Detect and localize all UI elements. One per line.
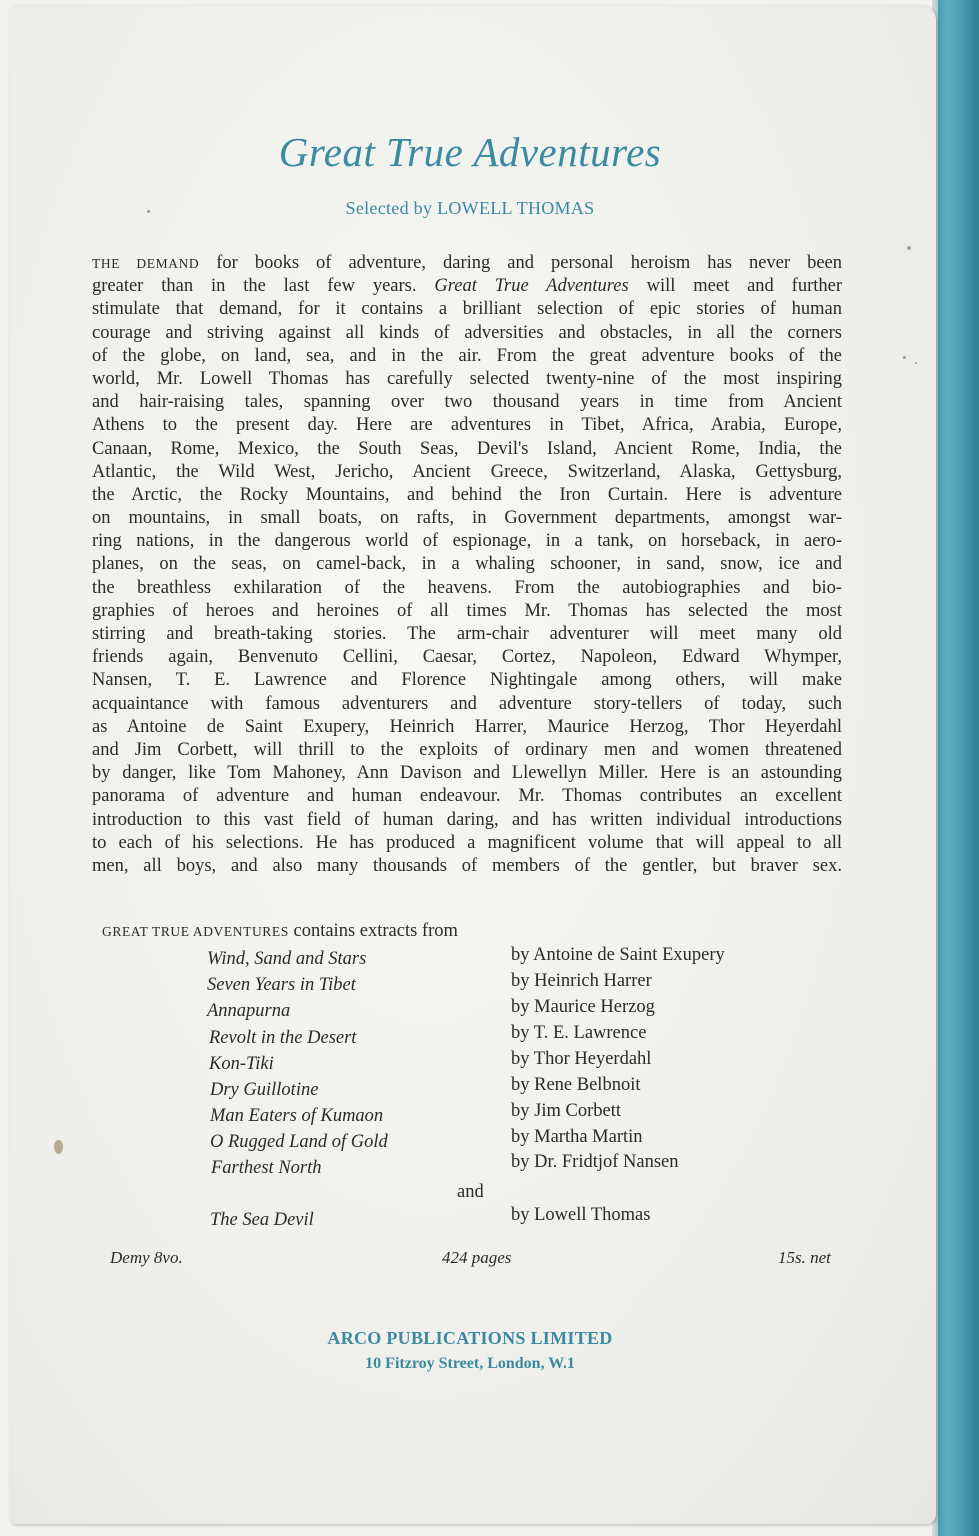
paper-speck [915,362,917,364]
book-list-title: Wind, Sand and Stars [207,949,367,969]
blurb-line: acquaintance with famous adventurers and adventure story-tellers of today, such [92,693,842,714]
blurb-line: stimulate that demand, for it contains a brilliant selection of epic stories of human [92,299,842,320]
book-list-author: by T. E. Lawrence [511,1023,647,1043]
blurb-line: friends again, Benvenuto Cellini, Caesar, Cortez, Napoleon, Edward Whymper, [92,647,842,668]
book-list-title: Man Eaters of Kumaon [210,1106,384,1126]
blurb-line: on mountains, in small boats, on rafts, in Government departments, amongst war- [92,508,842,529]
blurb-line: the Arctic, the Rocky Mountains, and behind the Iron Curtain. Here is adventure [92,484,842,505]
editor-credit: Selected by LOWELL THOMAS [345,198,595,218]
publisher-address: 10 Fitzroy Street, London, W.1 [365,1355,575,1372]
extracts-intro-smallcaps: GREAT TRUE ADVENTURES [102,924,289,939]
blurb-lead-smallcaps: THE DEMAND [92,256,200,271]
book-list-author: by Maurice Herzog [511,997,655,1017]
paper-speck [907,246,911,250]
price-label: 15s. net [778,1248,831,1267]
extracts-intro [102,921,458,942]
blurb-line: ring nations, in the dangerous world of espionage, in a tank, on horseback, in aero- [92,531,842,552]
book-list-author: by Thor Heyerdahl [511,1049,652,1069]
book-list-title: Seven Years in Tibet [207,975,356,995]
blurb-line: Atlantic, the Wild West, Jericho, Ancient Greece, Switzerland, Alaska, Gettysburg, [92,461,842,482]
book-list-title: O Rugged Land of Gold [210,1132,388,1152]
book-list-author: by Rene Belbnoit [511,1075,641,1095]
blurb-line: to each of his selections. He has produced a magnificent volume that will appeal to all [92,832,842,853]
blurb-line: men, all boys, and also many thousands of members of the gentler, but braver sex. [92,855,842,876]
book-list-author: by Dr. Fridtjof Nansen [511,1152,679,1172]
book-list-title: Dry Guillotine [210,1080,319,1100]
blurb-italic-title: Great True Adventures [434,276,629,297]
blurb-line: graphies of heroes and heroines of all times Mr. Thomas has selected the most [92,600,842,621]
book-list-title: Annapurna [207,1001,291,1021]
paper-speck [903,356,906,359]
book-list-author: by Jim Corbett [511,1101,621,1121]
blurb-line: and Jim Corbett, will thrill to the exploits of ordinary men and women threatened [92,739,842,760]
blurb-line: Nansen, T. E. Lawrence and Florence Nightingale among others, will make [92,670,842,691]
book-list-title: Kon-Tiki [209,1054,274,1074]
book-spine [934,0,979,1536]
book-title: Great True Adventures [278,129,662,175]
blurb-line: by danger, like Tom Mahoney, Ann Davison and Llewellyn Miller. Here is an astounding [92,763,842,784]
book-list-title: The Sea Devil [210,1210,314,1230]
page-count: 424 pages [442,1248,512,1267]
blurb-line: stirring and breath-taking stories. The arm-chair adventurer will meet many old [92,624,842,644]
publisher-name: ARCO PUBLICATIONS LIMITED [327,1328,613,1348]
extracts-intro-rest: contains extracts from [288,921,458,941]
blurb-line: panorama of adventure and human endeavour. Mr. Thomas contributes an excellent [92,786,842,807]
book-list-title: Revolt in the Desert [209,1028,357,1048]
book-list-author: by Heinrich Harrer [511,971,652,991]
blurb-line: world, Mr. Lowell Thomas has carefully selected twenty-nine of the most inspiring [92,368,842,389]
book-list-title: Farthest North [211,1158,322,1178]
blurb-line: greater than in the last few years. Great True Adventures will meet and further [92,276,842,297]
book-list-author: by Martha Martin [511,1127,643,1147]
format-label: Demy 8vo. [110,1248,183,1267]
book-list-author: by Antoine de Saint Exupery [511,945,725,965]
blurb-line: as Antoine de Saint Exupery, Heinrich Harrer, Maurice Herzog, Thor Heyerdahl [92,716,842,737]
blurb-text [92,252,842,878]
blurb-line: Canaan, Rome, Mexico, the South Seas, Devil's Island, Ancient Rome, India, the [92,438,842,459]
blurb-line: introduction to this vast field of human daring, and has written individual introductions [92,809,842,830]
and-separator: and [457,1182,484,1202]
blurb-line: courage and striving against all kinds of adversities and obstacles, in all the corners [92,322,842,343]
book-list-author: by Lowell Thomas [511,1205,651,1225]
blurb-line: of the globe, on land, sea, and in the air. From the great adventure books of the [92,345,842,366]
paper-speck [54,1140,63,1154]
blurb-line: THE DEMAND for books of adventure, daring and personal heroism has never been [92,253,842,273]
blurb-line: and hair-raising tales, spanning over two thousand years in time from Ancient [92,392,842,413]
blurb-line: planes, on the seas, on camel-back, in a whaling schooner, in sand, snow, ice and [92,554,842,575]
blurb-line: the breathless exhilaration of the heavens. From the autobiographies and bio- [92,577,842,598]
blurb-line: Athens to the present day. Here are adventures in Tibet, Africa, Arabia, Europe, [92,415,842,436]
